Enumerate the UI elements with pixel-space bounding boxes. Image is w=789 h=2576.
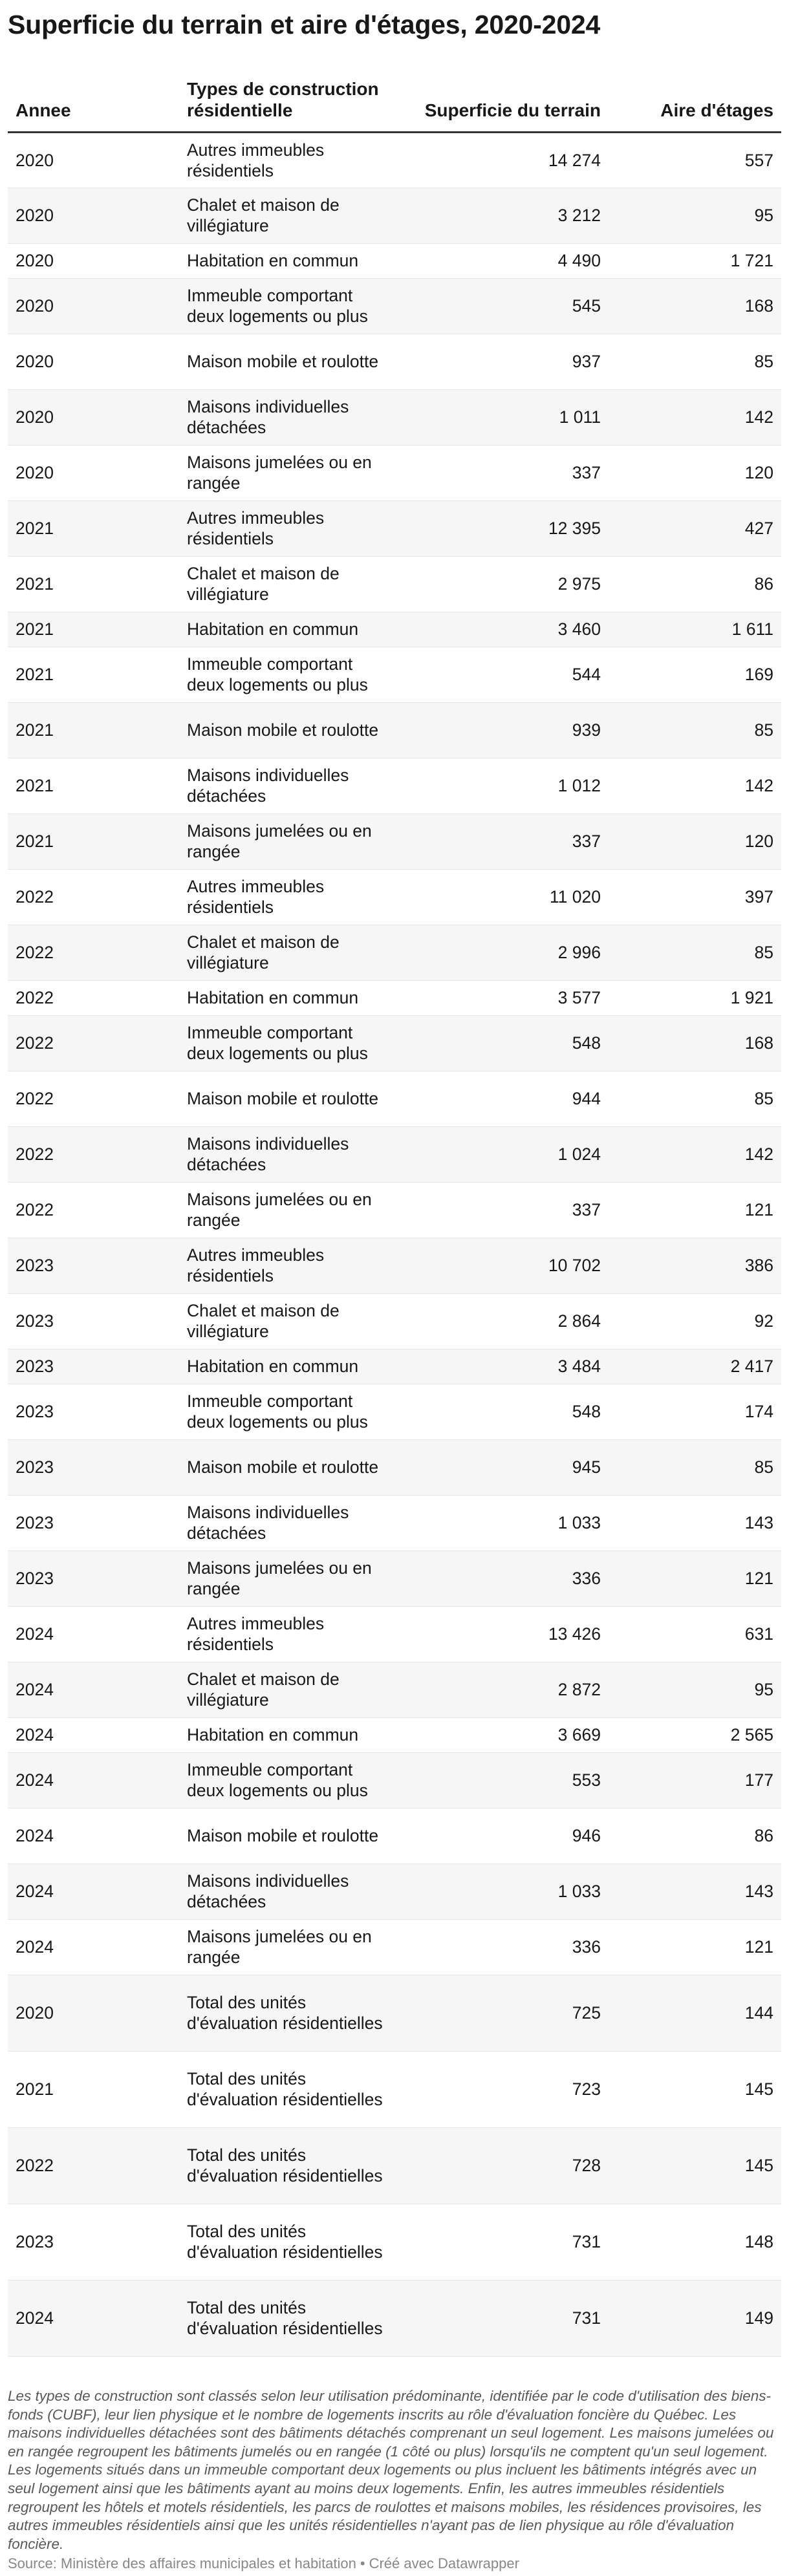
cell-floor-area: 120 <box>609 813 781 869</box>
cell-type: Maison mobile et roulotte <box>179 1071 399 1126</box>
cell-year: 2024 <box>8 1919 179 1975</box>
cell-land-area: 14 274 <box>399 132 609 188</box>
cell-floor-area: 145 <box>609 2127 781 2204</box>
cell-type: Autres immeubles résidentiels <box>179 132 399 188</box>
cell-year: 2021 <box>8 556 179 612</box>
cell-type: Habitation en commun <box>179 1349 399 1384</box>
cell-floor-area: 427 <box>609 500 781 556</box>
table-row <box>8 612 781 647</box>
cell-land-area: 731 <box>399 2204 609 2280</box>
cell-land-area: 3 460 <box>399 612 609 647</box>
cell-land-area: 548 <box>399 1384 609 1439</box>
table-row <box>8 702 781 758</box>
cell-year: 2022 <box>8 869 179 925</box>
column-header-floor-area[interactable]: Aire d'étages <box>609 70 781 132</box>
cell-type: Maisons jumelées ou en rangée <box>179 1182 399 1238</box>
cell-year: 2020 <box>8 389 179 445</box>
table-row <box>8 1238 781 1293</box>
cell-type: Maisons individuelles détachées <box>179 1126 399 1182</box>
cell-type: Immeuble comportant deux logements ou plus <box>179 647 399 702</box>
cell-type: Habitation en commun <box>179 980 399 1015</box>
cell-year: 2024 <box>8 1662 179 1717</box>
cell-year: 2022 <box>8 1015 179 1071</box>
cell-land-area: 944 <box>399 1071 609 1126</box>
table-row <box>8 1606 781 1662</box>
cell-year: 2021 <box>8 758 179 813</box>
cell-floor-area: 631 <box>609 1606 781 1662</box>
table-row <box>8 132 781 188</box>
cell-floor-area: 1 921 <box>609 980 781 1015</box>
cell-land-area: 731 <box>399 2280 609 2356</box>
cell-floor-area: 168 <box>609 278 781 334</box>
table-row <box>8 2280 781 2356</box>
cell-year: 2020 <box>8 445 179 500</box>
table-row <box>8 2204 781 2280</box>
cell-floor-area: 174 <box>609 1384 781 1439</box>
table-row <box>8 813 781 869</box>
table-header-row <box>8 70 781 132</box>
cell-floor-area: 85 <box>609 702 781 758</box>
cell-land-area: 336 <box>399 1919 609 1975</box>
cell-land-area: 337 <box>399 445 609 500</box>
cell-floor-area: 1 611 <box>609 612 781 647</box>
cell-land-area: 723 <box>399 2051 609 2127</box>
table-row <box>8 758 781 813</box>
cell-year: 2020 <box>8 132 179 188</box>
table-row <box>8 1863 781 1919</box>
table-row <box>8 1015 781 1071</box>
cell-year: 2023 <box>8 1551 179 1606</box>
cell-floor-area: 85 <box>609 334 781 389</box>
cell-floor-area: 2 417 <box>609 1349 781 1384</box>
cell-year: 2022 <box>8 1182 179 1238</box>
cell-floor-area: 142 <box>609 389 781 445</box>
cell-floor-area: 168 <box>609 1015 781 1071</box>
cell-year: 2023 <box>8 2204 179 2280</box>
cell-type: Maisons jumelées ou en rangée <box>179 1551 399 1606</box>
table-row <box>8 980 781 1015</box>
cell-land-area: 939 <box>399 702 609 758</box>
cell-type: Total des unités d'évaluation résidentielles <box>179 2051 399 2127</box>
table-row <box>8 243 781 278</box>
cell-type: Immeuble comportant deux logements ou plus <box>179 278 399 334</box>
cell-type: Maison mobile et roulotte <box>179 334 399 389</box>
cell-floor-area: 2 565 <box>609 1717 781 1752</box>
cell-floor-area: 92 <box>609 1293 781 1349</box>
cell-year: 2024 <box>8 1752 179 1808</box>
table-row <box>8 1384 781 1439</box>
source-text: Source: Ministère des affaires municipales et habitation <box>8 2555 356 2571</box>
cell-floor-area: 149 <box>609 2280 781 2356</box>
cell-type: Maisons individuelles détachées <box>179 1863 399 1919</box>
cell-type: Autres immeubles résidentiels <box>179 1238 399 1293</box>
cell-year: 2023 <box>8 1349 179 1384</box>
cell-floor-area: 86 <box>609 556 781 612</box>
cell-year: 2023 <box>8 1238 179 1293</box>
cell-year: 2021 <box>8 647 179 702</box>
cell-floor-area: 95 <box>609 188 781 243</box>
cell-land-area: 337 <box>399 813 609 869</box>
cell-year: 2022 <box>8 1071 179 1126</box>
column-header-land-area[interactable]: Superficie du terrain <box>399 70 609 132</box>
cell-type: Maison mobile et roulotte <box>179 1808 399 1863</box>
cell-land-area: 937 <box>399 334 609 389</box>
table-row <box>8 1808 781 1863</box>
cell-floor-area: 143 <box>609 1863 781 1919</box>
cell-type: Autres immeubles résidentiels <box>179 869 399 925</box>
table-row <box>8 556 781 612</box>
cell-floor-area: 142 <box>609 1126 781 1182</box>
cell-floor-area: 121 <box>609 1551 781 1606</box>
cell-type: Autres immeubles résidentiels <box>179 1606 399 1662</box>
cell-floor-area: 143 <box>609 1495 781 1551</box>
table-row <box>8 1071 781 1126</box>
cell-land-area: 1 024 <box>399 1126 609 1182</box>
cell-year: 2021 <box>8 813 179 869</box>
cell-land-area: 545 <box>399 278 609 334</box>
notes: Les types de construction sont classés selon leur utilisation prédominante, identifiée par le code d'utilisation des biens-fonds (CUBF), leur lien physique et le nombre de logements inscrits au rôle d'évaluation foncière du Québec. Les maisons individuelles détachées sont des bâtiments détachés comprenant un seul logement. Les maisons jumelées ou en rangée regroupent les bâtiments jumelés ou en rangée (1 côté ou plus) lorsqu'ils ne comptent qu'un seul logement. Les logements situés dans un immeuble comportant deux logements ou plus incluent les bâtiments intégrés avec un seul logement ainsi que les bâtiments ayant au moins deux logements. Enfin, les autres immeubles résidentiels regroupent les hôtels et motels résidentiels, les parcs de roulottes et maisons mobiles, les résidences provisoires, les autres immeubles résidentiels ainsi que les unités résidentielles n'ayant pas de lien physique au rôle d'évaluation foncière. <box>8 2388 774 2552</box>
cell-year: 2020 <box>8 334 179 389</box>
cell-type: Maisons individuelles détachées <box>179 758 399 813</box>
table-row <box>8 1439 781 1495</box>
cell-floor-area: 148 <box>609 2204 781 2280</box>
table-row <box>8 278 781 334</box>
cell-type: Maisons jumelées ou en rangée <box>179 445 399 500</box>
cell-year: 2020 <box>8 1975 179 2051</box>
cell-year: 2020 <box>8 243 179 278</box>
cell-land-area: 553 <box>399 1752 609 1808</box>
cell-type: Immeuble comportant deux logements ou plus <box>179 1015 399 1071</box>
cell-floor-area: 85 <box>609 1071 781 1126</box>
cell-land-area: 337 <box>399 1182 609 1238</box>
table-row <box>8 1293 781 1349</box>
data-table-container <box>8 70 781 2357</box>
cell-floor-area: 121 <box>609 1919 781 1975</box>
cell-floor-area: 169 <box>609 647 781 702</box>
table-row <box>8 1551 781 1606</box>
cell-floor-area: 397 <box>609 869 781 925</box>
cell-type: Maisons individuelles détachées <box>179 1495 399 1551</box>
cell-type: Chalet et maison de villégiature <box>179 1293 399 1349</box>
cell-land-area: 1 033 <box>399 1863 609 1919</box>
cell-land-area: 1 012 <box>399 758 609 813</box>
table-row <box>8 1126 781 1182</box>
cell-land-area: 3 669 <box>399 1717 609 1752</box>
cell-land-area: 3 577 <box>399 980 609 1015</box>
cell-type: Immeuble comportant deux logements ou plus <box>179 1384 399 1439</box>
data-table <box>8 70 781 2357</box>
cell-floor-area: 142 <box>609 758 781 813</box>
cell-type: Total des unités d'évaluation résidentielles <box>179 2204 399 2280</box>
cell-year: 2020 <box>8 188 179 243</box>
cell-type: Chalet et maison de villégiature <box>179 1662 399 1717</box>
table-row <box>8 445 781 500</box>
cell-year: 2022 <box>8 925 179 980</box>
cell-year: 2023 <box>8 1293 179 1349</box>
cell-land-area: 728 <box>399 2127 609 2204</box>
cell-type: Habitation en commun <box>179 243 399 278</box>
cell-year: 2022 <box>8 980 179 1015</box>
cell-land-area: 13 426 <box>399 1606 609 1662</box>
cell-floor-area: 144 <box>609 1975 781 2051</box>
cell-type: Total des unités d'évaluation résidentielles <box>179 2280 399 2356</box>
table-row <box>8 1349 781 1384</box>
cell-floor-area: 86 <box>609 1808 781 1863</box>
column-header-year[interactable]: Annee <box>8 70 179 132</box>
column-header-type[interactable]: Types de construction résidentielle <box>179 70 399 132</box>
cell-year: 2024 <box>8 1717 179 1752</box>
cell-year: 2020 <box>8 278 179 334</box>
cell-type: Habitation en commun <box>179 612 399 647</box>
table-row <box>8 2127 781 2204</box>
table-body <box>8 132 781 2356</box>
cell-land-area: 11 020 <box>399 869 609 925</box>
cell-type: Maisons jumelées ou en rangée <box>179 813 399 869</box>
cell-land-area: 2 975 <box>399 556 609 612</box>
cell-type: Total des unités d'évaluation résidentielles <box>179 2127 399 2204</box>
cell-floor-area: 85 <box>609 1439 781 1495</box>
cell-year: 2024 <box>8 1808 179 1863</box>
cell-year: 2024 <box>8 1606 179 1662</box>
cell-year: 2021 <box>8 702 179 758</box>
cell-land-area: 3 212 <box>399 188 609 243</box>
cell-floor-area: 1 721 <box>609 243 781 278</box>
cell-type: Total des unités d'évaluation résidentielles <box>179 1975 399 2051</box>
table-row <box>8 1182 781 1238</box>
table-row <box>8 869 781 925</box>
cell-year: 2023 <box>8 1384 179 1439</box>
cell-floor-area: 177 <box>609 1752 781 1808</box>
cell-land-area: 336 <box>399 1551 609 1606</box>
cell-floor-area: 386 <box>609 1238 781 1293</box>
cell-type: Chalet et maison de villégiature <box>179 925 399 980</box>
footer-separator: • <box>360 2555 365 2571</box>
cell-land-area: 945 <box>399 1439 609 1495</box>
cell-land-area: 10 702 <box>399 1238 609 1293</box>
table-row <box>8 1495 781 1551</box>
cell-floor-area: 120 <box>609 445 781 500</box>
table-row <box>8 1752 781 1808</box>
cell-type: Chalet et maison de villégiature <box>179 188 399 243</box>
table-row <box>8 334 781 389</box>
cell-type: Habitation en commun <box>179 1717 399 1752</box>
cell-land-area: 2 864 <box>399 1293 609 1349</box>
cell-floor-area: 95 <box>609 1662 781 1717</box>
table-row <box>8 1662 781 1717</box>
cell-floor-area: 85 <box>609 925 781 980</box>
cell-floor-area: 121 <box>609 1182 781 1238</box>
cell-land-area: 544 <box>399 647 609 702</box>
cell-land-area: 548 <box>399 1015 609 1071</box>
cell-year: 2021 <box>8 2051 179 2127</box>
cell-land-area: 1 011 <box>399 389 609 445</box>
cell-land-area: 4 490 <box>399 243 609 278</box>
footer <box>8 2555 519 2573</box>
table-row <box>8 188 781 243</box>
cell-type: Maisons jumelées ou en rangée <box>179 1919 399 1975</box>
page-title: Superficie du terrain et aire d'étages, 2020-2024 <box>8 10 601 39</box>
cell-land-area: 725 <box>399 1975 609 2051</box>
cell-land-area: 1 033 <box>399 1495 609 1551</box>
table-row <box>8 925 781 980</box>
cell-type: Immeuble comportant deux logements ou plus <box>179 1752 399 1808</box>
cell-year: 2022 <box>8 2127 179 2204</box>
table-row <box>8 1717 781 1752</box>
cell-year: 2023 <box>8 1495 179 1551</box>
cell-land-area: 3 484 <box>399 1349 609 1384</box>
cell-type: Autres immeubles résidentiels <box>179 500 399 556</box>
cell-land-area: 946 <box>399 1808 609 1863</box>
credit-link[interactable]: Créé avec Datawrapper <box>369 2555 519 2571</box>
table-row <box>8 2051 781 2127</box>
table-row <box>8 500 781 556</box>
cell-land-area: 2 996 <box>399 925 609 980</box>
cell-floor-area: 557 <box>609 132 781 188</box>
table-row <box>8 389 781 445</box>
cell-year: 2023 <box>8 1439 179 1495</box>
cell-year: 2024 <box>8 1863 179 1919</box>
cell-year: 2022 <box>8 1126 179 1182</box>
cell-land-area: 2 872 <box>399 1662 609 1717</box>
cell-year: 2024 <box>8 2280 179 2356</box>
table-row <box>8 1919 781 1975</box>
cell-floor-area: 145 <box>609 2051 781 2127</box>
cell-type: Maisons individuelles détachées <box>179 389 399 445</box>
cell-type: Maison mobile et roulotte <box>179 702 399 758</box>
table-row <box>8 647 781 702</box>
cell-year: 2021 <box>8 500 179 556</box>
cell-year: 2021 <box>8 612 179 647</box>
cell-type: Maison mobile et roulotte <box>179 1439 399 1495</box>
table-header <box>8 70 781 132</box>
cell-land-area: 12 395 <box>399 500 609 556</box>
cell-type: Chalet et maison de villégiature <box>179 556 399 612</box>
table-row <box>8 1975 781 2051</box>
